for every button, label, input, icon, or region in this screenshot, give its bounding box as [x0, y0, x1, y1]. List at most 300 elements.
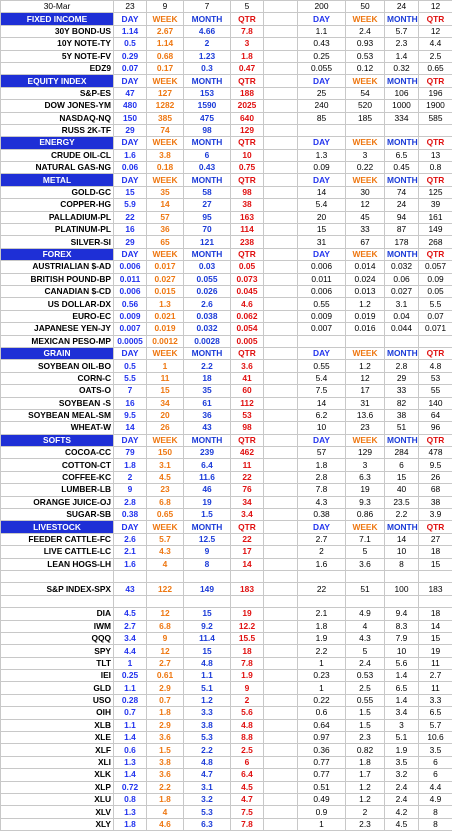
- value-qtr: 0.045: [231, 285, 264, 297]
- value-month: 8: [184, 558, 231, 570]
- value-week: 0.17: [147, 62, 184, 74]
- value-day: 0.25: [114, 670, 147, 682]
- instrument-row: [1, 447, 452, 459]
- ref-value-month: 284: [385, 447, 419, 459]
- value-day: 15: [114, 186, 147, 198]
- ref-value-qtr: 12: [419, 25, 452, 37]
- instrument-row: [1, 546, 452, 558]
- header-rnum-week: 50: [346, 1, 385, 13]
- ref-value-qtr: 64: [419, 409, 452, 421]
- value-qtr: 183: [231, 583, 264, 595]
- ref-value-month: 33: [385, 385, 419, 397]
- ref-value-month: 94: [385, 211, 419, 223]
- ref-value-month: 29: [385, 372, 419, 384]
- ref-value-day: 0.77: [298, 769, 346, 781]
- value-day: 1.4: [114, 769, 147, 781]
- ref-value-month: 0.04: [385, 310, 419, 322]
- ref-value-week: 9.3: [346, 496, 385, 508]
- ref-value-qtr: 6: [419, 756, 452, 768]
- ref-value-day: 0.007: [298, 323, 346, 335]
- value-week: 2.67: [147, 25, 184, 37]
- value-month: 0.43: [184, 162, 231, 174]
- value-week: 1: [147, 360, 184, 372]
- ref-value-week: 1.8: [346, 756, 385, 768]
- ref-value-day: 240: [298, 100, 346, 112]
- ref-value-qtr: 4.4: [419, 781, 452, 793]
- value-week: 14: [147, 199, 184, 211]
- ref-value-month: 178: [385, 236, 419, 248]
- value-week: 0.015: [147, 285, 184, 297]
- value-month: 1.23: [184, 50, 231, 62]
- right-col-label-day: DAY: [298, 434, 346, 446]
- spacer-cell: [264, 310, 298, 322]
- ref-value-qtr: 125: [419, 186, 452, 198]
- ref-value-day: 0.055: [298, 62, 346, 74]
- right-col-label-month: MONTH: [385, 75, 419, 87]
- value-month: 4.8: [184, 657, 231, 669]
- ref-value-month: 6.5: [385, 682, 419, 694]
- ref-value-qtr: 2.7: [419, 670, 452, 682]
- section-row: [1, 137, 452, 149]
- ref-value-day: 7.8: [298, 484, 346, 496]
- instrument-name: LIVE CATTLE-LC: [1, 546, 114, 558]
- ref-value-month: 24: [385, 199, 419, 211]
- right-col-label-week: WEEK: [346, 248, 385, 260]
- value-qtr: 8.8: [231, 732, 264, 744]
- right-col-label-month: MONTH: [385, 434, 419, 446]
- right-col-label-week: WEEK: [346, 434, 385, 446]
- value-qtr: 640: [231, 112, 264, 124]
- ref-value-week: 5: [346, 546, 385, 558]
- ref-value-month: 5.7: [385, 25, 419, 37]
- ref-value-week: 45: [346, 211, 385, 223]
- col-label-day: DAY: [114, 434, 147, 446]
- ref-value-week: 2.3: [346, 818, 385, 830]
- instrument-row: [1, 360, 452, 372]
- ref-value-week: 1.5: [346, 719, 385, 731]
- ref-value-month: 2.2: [385, 509, 419, 521]
- col-label-qtr: QTR: [231, 347, 264, 359]
- section-row: [1, 75, 452, 87]
- instrument-name: JAPANESE YEN-JY: [1, 323, 114, 335]
- instrument-name: COTTON-CT: [1, 459, 114, 471]
- value-qtr: 41: [231, 372, 264, 384]
- empty-cell: [264, 595, 298, 607]
- value-day: 1.14: [114, 25, 147, 37]
- value-day: 0.5: [114, 38, 147, 50]
- ref-value-month: 2.3: [385, 38, 419, 50]
- instrument-row: [1, 199, 452, 211]
- instrument-row: [1, 397, 452, 409]
- instrument-name: OIH: [1, 707, 114, 719]
- value-week: 9: [147, 632, 184, 644]
- ref-value-qtr: 4.9: [419, 794, 452, 806]
- right-col-label-qtr: QTR: [419, 75, 452, 87]
- value-day: 2.7: [114, 620, 147, 632]
- ref-value-month: 3.2: [385, 769, 419, 781]
- right-col-label-month: MONTH: [385, 521, 419, 533]
- ref-value-qtr: 0.8: [419, 162, 452, 174]
- spacer-cell: [264, 459, 298, 471]
- value-day: 0.6: [114, 744, 147, 756]
- col-label-qtr: QTR: [231, 521, 264, 533]
- spacer-cell: [264, 62, 298, 74]
- ref-value-week: 1.2: [346, 298, 385, 310]
- instrument-row: [1, 112, 452, 124]
- value-day: 29: [114, 124, 147, 136]
- value-week: 0.0012: [147, 335, 184, 347]
- instrument-row: [1, 558, 452, 570]
- ref-value-day: 20: [298, 211, 346, 223]
- ref-value-month: 0.45: [385, 162, 419, 174]
- value-month: 4.7: [184, 769, 231, 781]
- ref-value-day: 5.4: [298, 199, 346, 211]
- value-qtr: 2.5: [231, 744, 264, 756]
- value-day: 0.38: [114, 509, 147, 521]
- ref-value-week: 4.3: [346, 632, 385, 644]
- col-label-day: DAY: [114, 521, 147, 533]
- value-qtr: 2: [231, 694, 264, 706]
- ref-value-qtr: 26: [419, 471, 452, 483]
- value-qtr: 1.8: [231, 50, 264, 62]
- instrument-name: XLI: [1, 756, 114, 768]
- instrument-row: [1, 372, 452, 384]
- value-qtr: 18: [231, 645, 264, 657]
- right-col-label-qtr: QTR: [419, 248, 452, 260]
- instrument-row: [1, 732, 452, 744]
- instrument-row: [1, 806, 452, 818]
- value-month: 3.3: [184, 707, 231, 719]
- empty-cell: [264, 570, 298, 582]
- value-month: 1.1: [184, 670, 231, 682]
- spacer-cell: [264, 13, 298, 25]
- value-day: 0.006: [114, 261, 147, 273]
- ref-value-month: 106: [385, 87, 419, 99]
- instrument-row: [1, 657, 452, 669]
- ref-value-week: 6.3: [346, 471, 385, 483]
- empty-cell: [147, 570, 184, 582]
- instrument-row: [1, 533, 452, 545]
- instrument-row: [1, 707, 452, 719]
- value-qtr: 22: [231, 533, 264, 545]
- ref-value-week: 185: [346, 112, 385, 124]
- instrument-name: SILVER-SI: [1, 236, 114, 248]
- ref-value-day: 1: [298, 818, 346, 830]
- spacer-cell: [264, 347, 298, 359]
- value-day: 150: [114, 112, 147, 124]
- ref-value-week: 1.5: [346, 707, 385, 719]
- value-qtr: 3.6: [231, 360, 264, 372]
- instrument-row: [1, 496, 452, 508]
- ref-value-week: [346, 335, 385, 347]
- instrument-name: COPPER-HG: [1, 199, 114, 211]
- value-day: 0.28: [114, 694, 147, 706]
- value-month: 1590: [184, 100, 231, 112]
- value-qtr: 12.2: [231, 620, 264, 632]
- ref-value-month: 8.3: [385, 620, 419, 632]
- instrument-name: 30Y BOND-US: [1, 25, 114, 37]
- ref-value-qtr: 5.7: [419, 719, 452, 731]
- instrument-name: XLK: [1, 769, 114, 781]
- value-day: 14: [114, 422, 147, 434]
- value-day: 1.8: [114, 818, 147, 830]
- ref-value-week: 12: [346, 199, 385, 211]
- ref-value-qtr: 3.3: [419, 694, 452, 706]
- col-label-week: WEEK: [147, 174, 184, 186]
- instrument-row: [1, 471, 452, 483]
- right-col-label-day: DAY: [298, 248, 346, 260]
- value-month: 0.032: [184, 323, 231, 335]
- instrument-name: MEXICAN PESO-MP: [1, 335, 114, 347]
- value-qtr: 15.5: [231, 632, 264, 644]
- ref-value-month: 1.9: [385, 744, 419, 756]
- value-month: 0.055: [184, 273, 231, 285]
- right-col-label-day: DAY: [298, 75, 346, 87]
- value-day: 0.007: [114, 323, 147, 335]
- instrument-name: SOYBEAN -S: [1, 397, 114, 409]
- value-month: 11.4: [184, 632, 231, 644]
- ref-value-day: 1: [298, 657, 346, 669]
- right-col-label-week: WEEK: [346, 347, 385, 359]
- ref-value-day: 14: [298, 186, 346, 198]
- value-month: 43: [184, 422, 231, 434]
- value-day: 0.06: [114, 162, 147, 174]
- value-qtr: 7.5: [231, 806, 264, 818]
- ref-value-day: 57: [298, 447, 346, 459]
- value-qtr: 163: [231, 211, 264, 223]
- value-qtr: 0.073: [231, 273, 264, 285]
- spacer-cell: [264, 484, 298, 496]
- spacer-cell: [264, 719, 298, 731]
- header-rnum-month: 24: [385, 1, 419, 13]
- value-month: 9: [184, 546, 231, 558]
- ref-value-qtr: 5.5: [419, 298, 452, 310]
- empty-cell: [385, 570, 419, 582]
- value-month: 5.3: [184, 732, 231, 744]
- value-week: 3.1: [147, 459, 184, 471]
- spacer-cell: [264, 732, 298, 744]
- ref-value-day: 1.6: [298, 558, 346, 570]
- ref-value-qtr: 3.9: [419, 509, 452, 521]
- value-qtr: 188: [231, 87, 264, 99]
- value-qtr: 129: [231, 124, 264, 136]
- section-row: [1, 13, 452, 25]
- value-week: 12: [147, 645, 184, 657]
- value-week: 2.2: [147, 781, 184, 793]
- col-label-day: DAY: [114, 13, 147, 25]
- col-label-month: MONTH: [184, 434, 231, 446]
- spacer-cell: [264, 273, 298, 285]
- ref-value-week: 0.013: [346, 285, 385, 297]
- ref-value-week: 1.2: [346, 781, 385, 793]
- value-day: 1.8: [114, 459, 147, 471]
- right-col-label-day: DAY: [298, 174, 346, 186]
- value-month: 4.8: [184, 756, 231, 768]
- ref-value-qtr: 0.65: [419, 62, 452, 74]
- instrument-name: SUGAR-SB: [1, 509, 114, 521]
- ref-value-day: 0.006: [298, 261, 346, 273]
- value-day: 2.8: [114, 496, 147, 508]
- ref-value-qtr: 19: [419, 645, 452, 657]
- value-week: 1282: [147, 100, 184, 112]
- value-week: 3.6: [147, 769, 184, 781]
- ref-value-week: 0.014: [346, 261, 385, 273]
- value-day: 43: [114, 583, 147, 595]
- right-col-label-qtr: QTR: [419, 521, 452, 533]
- ref-value-day: 0.011: [298, 273, 346, 285]
- ref-value-month: 0.32: [385, 62, 419, 74]
- value-day: 79: [114, 447, 147, 459]
- spacer-cell: [264, 335, 298, 347]
- value-week: 0.017: [147, 261, 184, 273]
- spacer-cell: [264, 533, 298, 545]
- ref-value-month: 9.4: [385, 608, 419, 620]
- instrument-name: S&P-ES: [1, 87, 114, 99]
- spacer-cell: [264, 645, 298, 657]
- value-week: 0.68: [147, 50, 184, 62]
- ref-value-week: 0.22: [346, 162, 385, 174]
- ref-value-qtr: 0.07: [419, 310, 452, 322]
- spacer-cell: [264, 794, 298, 806]
- ref-value-day: 22: [298, 583, 346, 595]
- value-month: 2: [184, 38, 231, 50]
- ref-value-month: 23.5: [385, 496, 419, 508]
- spacer-cell: [264, 248, 298, 260]
- section-label: METAL: [1, 174, 114, 186]
- header-num-week: 9: [147, 1, 184, 13]
- value-month: 0.03: [184, 261, 231, 273]
- ref-value-month: 8: [385, 558, 419, 570]
- value-day: 9: [114, 484, 147, 496]
- ref-value-month: [385, 335, 419, 347]
- value-month: 1.2: [184, 694, 231, 706]
- empty-cell: [419, 570, 452, 582]
- spacer-cell: [264, 422, 298, 434]
- ref-value-month: 1.4: [385, 694, 419, 706]
- instrument-row: [1, 719, 452, 731]
- col-label-qtr: QTR: [231, 75, 264, 87]
- ref-value-month: 0.027: [385, 285, 419, 297]
- spacer-cell: [264, 261, 298, 273]
- ref-value-day: 0.77: [298, 756, 346, 768]
- ref-value-day: 0.22: [298, 694, 346, 706]
- ref-value-qtr: 2.5: [419, 50, 452, 62]
- spacer-cell: [264, 558, 298, 570]
- value-week: 1.14: [147, 38, 184, 50]
- spacer-cell: [264, 583, 298, 595]
- ref-value-week: 0.016: [346, 323, 385, 335]
- ref-value-month: 100: [385, 583, 419, 595]
- value-month: 0.026: [184, 285, 231, 297]
- section-row: [1, 521, 452, 533]
- spacer-cell: [264, 124, 298, 136]
- value-week: 1.8: [147, 707, 184, 719]
- value-week: 0.019: [147, 323, 184, 335]
- instrument-row: [1, 583, 452, 595]
- ref-value-qtr: 4.8: [419, 360, 452, 372]
- value-month: 475: [184, 112, 231, 124]
- ref-value-month: 334: [385, 112, 419, 124]
- ref-value-qtr: 68: [419, 484, 452, 496]
- ref-value-week: 0.53: [346, 50, 385, 62]
- empty-cell: [184, 595, 231, 607]
- empty-cell: [346, 570, 385, 582]
- instrument-name: IWM: [1, 620, 114, 632]
- value-day: 3.4: [114, 632, 147, 644]
- ref-value-qtr: 478: [419, 447, 452, 459]
- ref-value-week: 7.1: [346, 533, 385, 545]
- value-day: 480: [114, 100, 147, 112]
- value-week: 2.9: [147, 719, 184, 731]
- value-month: 2.6: [184, 298, 231, 310]
- value-qtr: 60: [231, 385, 264, 397]
- instrument-name: XLV: [1, 806, 114, 818]
- value-day: 1.6: [114, 558, 147, 570]
- empty-cell: [114, 570, 147, 582]
- value-month: 153: [184, 87, 231, 99]
- ref-value-qtr: 9.5: [419, 459, 452, 471]
- section-row: [1, 347, 452, 359]
- value-qtr: 7.8: [231, 818, 264, 830]
- value-day: 1.1: [114, 719, 147, 731]
- right-col-label-day: DAY: [298, 137, 346, 149]
- ref-value-week: 30: [346, 186, 385, 198]
- value-day: 7: [114, 385, 147, 397]
- header-rnum-day: 200: [298, 1, 346, 13]
- ref-value-qtr: 0.05: [419, 285, 452, 297]
- spacer-cell: [264, 285, 298, 297]
- col-label-month: MONTH: [184, 75, 231, 87]
- value-day: 0.7: [114, 707, 147, 719]
- ref-value-day: 1.8: [298, 620, 346, 632]
- instrument-name: 10Y NOTE-TY: [1, 38, 114, 50]
- ref-value-month: 3.1: [385, 298, 419, 310]
- value-day: 0.006: [114, 285, 147, 297]
- ref-value-day: 0.49: [298, 794, 346, 806]
- ref-value-qtr: 1900: [419, 100, 452, 112]
- value-week: 1.8: [147, 794, 184, 806]
- value-day: 1.6: [114, 149, 147, 161]
- instrument-row: [1, 273, 452, 285]
- instrument-row: [1, 645, 452, 657]
- value-qtr: 4.7: [231, 794, 264, 806]
- value-day: 0.011: [114, 273, 147, 285]
- instrument-name: EURO-EC: [1, 310, 114, 322]
- value-week: 385: [147, 112, 184, 124]
- instrument-row: [1, 211, 452, 223]
- value-day: 2.6: [114, 533, 147, 545]
- ref-value-qtr: 11: [419, 682, 452, 694]
- value-qtr: 3.4: [231, 509, 264, 521]
- section-row: [1, 248, 452, 260]
- empty-cell: [298, 595, 346, 607]
- value-day: 0.07: [114, 62, 147, 74]
- col-label-week: WEEK: [147, 248, 184, 260]
- ref-value-month: 2.8: [385, 360, 419, 372]
- value-week: 26: [147, 422, 184, 434]
- right-col-label-month: MONTH: [385, 248, 419, 260]
- instrument-name: WHEAT-W: [1, 422, 114, 434]
- value-week: 4.5: [147, 471, 184, 483]
- ref-value-month: 5.1: [385, 732, 419, 744]
- instrument-name: AUSTRIALIAN $-AD: [1, 261, 114, 273]
- col-label-month: MONTH: [184, 521, 231, 533]
- ref-value-qtr: 149: [419, 224, 452, 236]
- ref-value-day: 4.3: [298, 496, 346, 508]
- ref-value-week: 2.3: [346, 732, 385, 744]
- value-qtr: 11: [231, 459, 264, 471]
- value-qtr: 0.05: [231, 261, 264, 273]
